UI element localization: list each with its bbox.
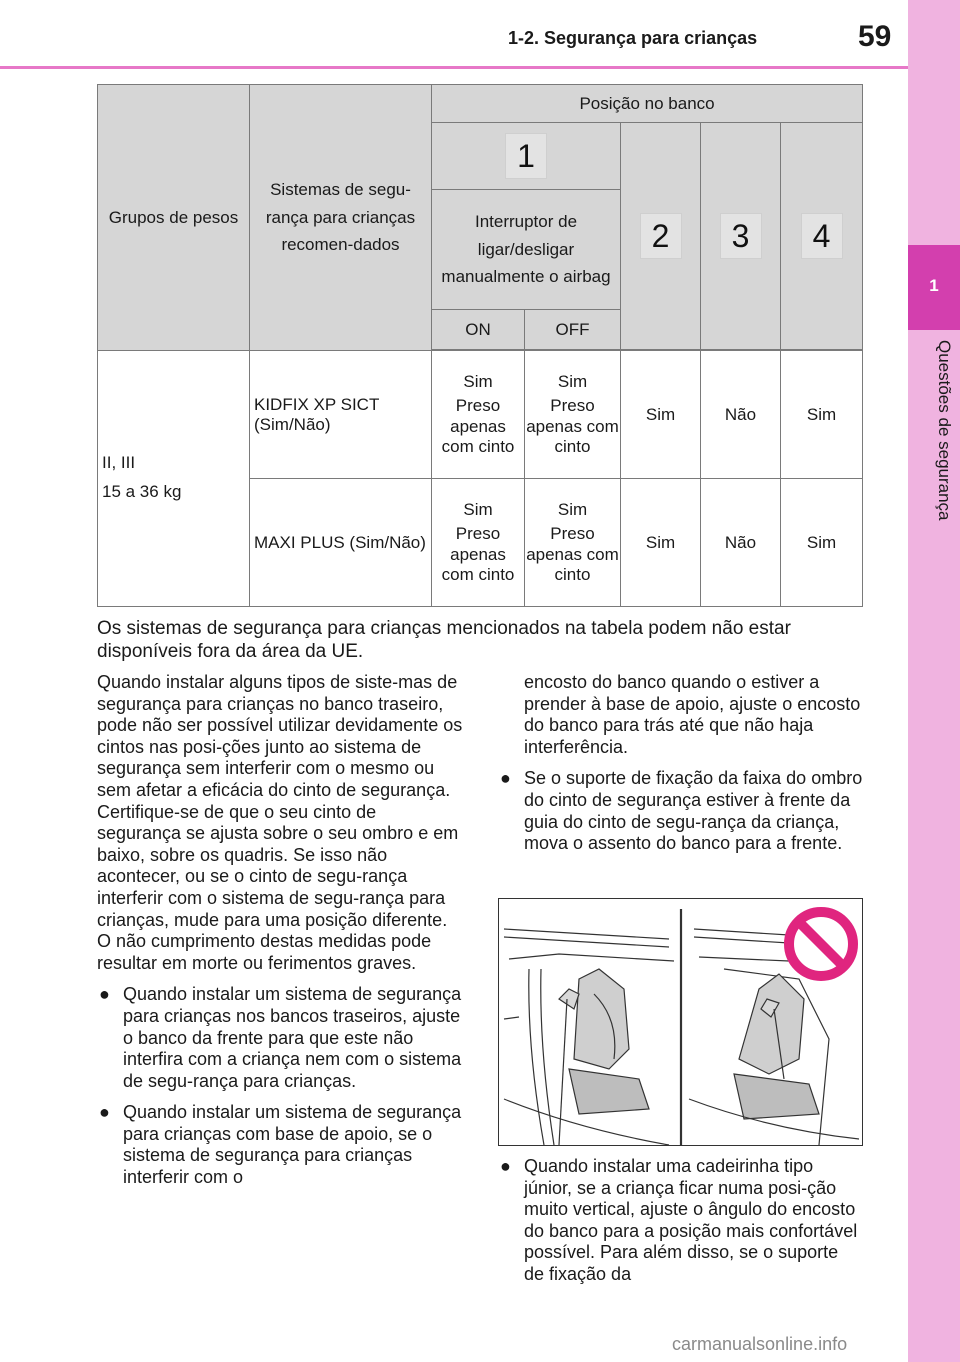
bullet-icon: ●	[99, 1102, 110, 1123]
table-cell-seat3: Não	[701, 479, 781, 607]
side-tab-number: 1	[929, 276, 939, 295]
warning-paragraph: Quando instalar alguns tipos de siste-mas de segurança para crianças no banco traseiro, pode não ser possível utilizar devidamente os cintos nas posi-ções junto ao sistema de segurança sem interferir com o mesmo ou sem afetar a eficácia do cinto de segurança. Certifique-se de que o seu cinto de segurança se ajusta sobre o seu ombro e em baixo, sobre os quadris. Se isso não acontecer, ou se o cinto de segu-rança interferir com o sistema de segu-rança para crianças, mude para uma posição diferente. O não cumprimento destas medidas pode resultar em morte ou ferimentos graves.	[97, 672, 463, 973]
watermark: carmanualsonline.info	[672, 1334, 848, 1354]
table-cell-seat4: Sim	[781, 351, 863, 479]
table-cell-seat4: Sim	[781, 479, 863, 607]
prohibition-icon	[789, 912, 853, 976]
table-cell-on: Sim Preso apenas com cinto	[432, 479, 525, 607]
header-off: OFF	[525, 310, 621, 350]
bullet-text: Quando instalar um sistema de segurança para crianças com base de apoio, se o sistema de segurança para crianças interferir com o	[123, 1102, 462, 1188]
table-cell-off: Sim Preso apenas com cinto	[525, 351, 621, 479]
bullet-item	[97, 984, 465, 1092]
header-seat-position: Posição no banco	[432, 85, 863, 123]
bullet-text: Se o suporte de fixação da faixa do ombro do cinto de segurança estiver à frente da guia do cinto de segu-rança da criança, mova o assento do banco para a frente.	[524, 768, 863, 854]
header-airbag-switch: Interruptor de ligar/desligar manualmente o airbag	[432, 190, 621, 310]
section-title: 1-2. Segurança para crianças	[508, 28, 758, 48]
continuation-text: encosto do banco quando o estiver a prender à base de apoio, ajuste o encosto do banco para trás até que não haja interferência.	[524, 672, 861, 757]
table-cell-seat2: Sim	[621, 479, 701, 607]
page-number: 59	[858, 20, 892, 53]
table-cell-seat3: Não	[701, 351, 781, 479]
bullet-icon: ●	[500, 768, 511, 789]
group-cell	[98, 351, 250, 607]
bullet-text: Quando instalar um sistema de segurança para crianças nos bancos traseiros, ajuste o banco da frente para que este não interfira com a criança nem com o sistema de segu-rança para crianças.	[123, 984, 462, 1091]
bullet-item	[498, 1156, 863, 1286]
seat-3-cell	[701, 123, 781, 350]
group-classes: II, III	[102, 452, 136, 472]
header-weight-groups: Grupos de pesos	[98, 85, 250, 351]
side-tab-label: Questões de segurança	[935, 340, 954, 521]
table-row-system: MAXI PLUS (Sim/Não)	[250, 479, 432, 607]
seat-2-cell	[621, 123, 701, 350]
seat-4-cell	[781, 123, 863, 350]
bullet-text: Quando instalar uma cadeirinha tipo júnior, se a criança ficar numa posi-ção muito vertical, ajuste o ângulo do encosto do banco para a posição mais confortável possível. Para além disso, se o suporte de fixação da	[524, 1156, 858, 1284]
seat-1-cell	[432, 123, 621, 190]
seat-interference-illustration	[498, 898, 863, 1146]
right-column-lower	[498, 1156, 863, 1296]
seat-4-badge: 4	[801, 213, 843, 259]
illustration-drawing	[499, 899, 862, 1145]
table-cell-seat2: Sim	[621, 351, 701, 479]
seat-2-badge: 2	[640, 213, 682, 259]
bullet-item	[498, 768, 863, 854]
availability-note: Os sistemas de segurança para crianças mencionados na tabela podem não estar disponíveis fora da área da UE.	[97, 618, 791, 662]
header-recommended-systems: Sistemas de segu-rança para crianças recomen-dados	[250, 85, 432, 351]
bullet-icon: ●	[500, 1156, 511, 1176]
group-weight: 15 a 36 kg	[102, 481, 182, 501]
table-cell-on: Sim Preso apenas com cinto	[432, 351, 525, 479]
table-cell-off: Sim Preso apenas com cinto	[525, 479, 621, 607]
seat-compatibility-table	[97, 84, 863, 607]
seat-3-badge: 3	[720, 213, 762, 259]
header-rule	[0, 66, 908, 69]
seat-1-badge: 1	[505, 133, 547, 179]
header-on: ON	[432, 310, 525, 350]
bullet-item	[97, 1102, 465, 1188]
left-column	[97, 672, 465, 1199]
bullet-icon: ●	[99, 984, 110, 1005]
right-column	[498, 672, 863, 865]
side-tab	[908, 0, 960, 1362]
table-row-system: KIDFIX XP SICT (Sim/Não)	[250, 351, 432, 479]
